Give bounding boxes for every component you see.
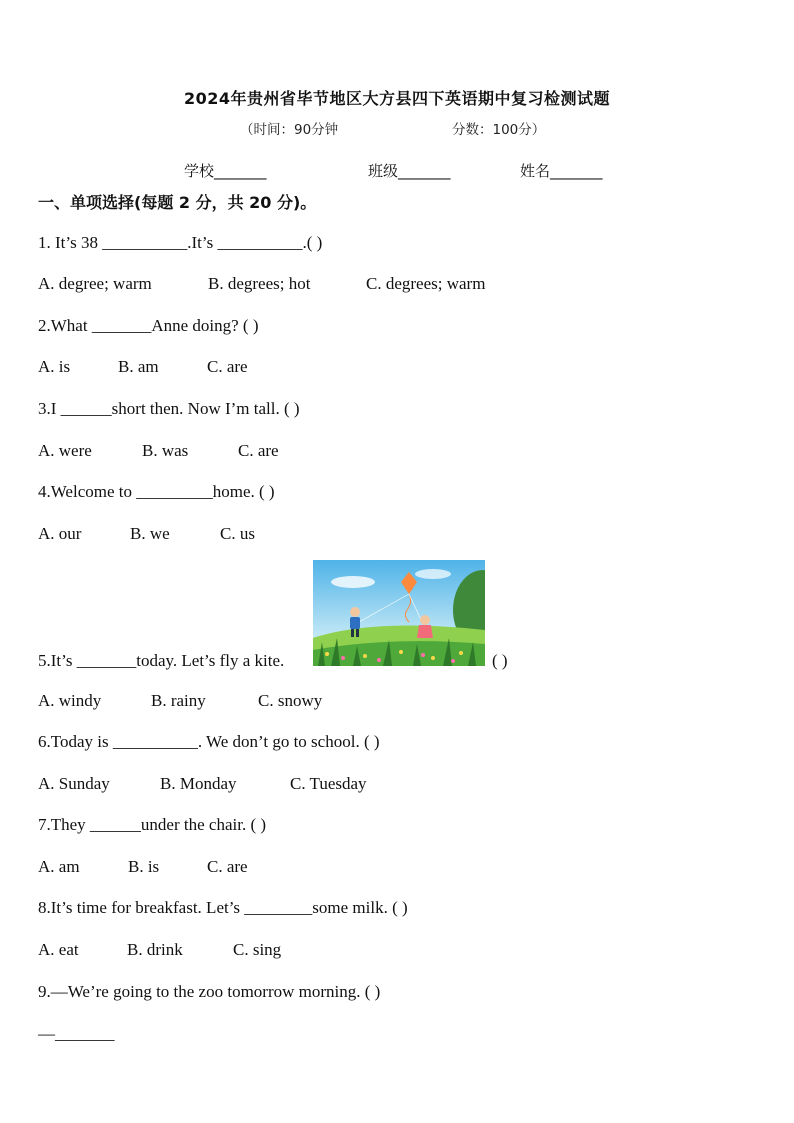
option-b: B. am [118, 357, 159, 376]
option-a: A. Sunday [38, 774, 110, 793]
question-stem: 5.It’s _______today. Let’s fly a kite. [38, 651, 285, 670]
option-b: B. degrees; hot [208, 274, 311, 293]
school-field: 学校_______ [184, 162, 267, 180]
option-c: C. are [207, 857, 248, 876]
option-c: C. are [207, 357, 248, 376]
question-stem: 3.I ______short then. Now I’m tall. ( ) [38, 399, 300, 418]
option-c: C. are [238, 441, 279, 460]
exam-score: 分数：100分） [452, 122, 546, 138]
option-a: A. windy [38, 691, 102, 710]
question-stem: 7.They ______under the chair. ( ) [38, 815, 267, 834]
option-b: B. drink [127, 940, 183, 959]
page-title: 2024年贵州省毕节地区大方县四下英语期中复习检测试题 [183, 89, 611, 108]
question-stem: 4.Welcome to _________home. ( ) [38, 482, 275, 501]
kite-children-illustration [313, 560, 485, 666]
question-stem: 9.—We’re going to the zoo tomorrow morning. ( ) [38, 982, 381, 1001]
option-c: C. degrees; warm [366, 274, 486, 293]
option-a: A. eat [38, 940, 79, 959]
option-b: B. is [128, 857, 160, 876]
option-b: B. we [130, 524, 170, 543]
option-a: A. were [38, 441, 92, 460]
option-b: B. Monday [160, 774, 237, 793]
name-field: 姓名_______ [520, 162, 603, 180]
class-field: 班级_______ [368, 162, 451, 180]
question-stem: 1. It’s 38 __________.It’s __________.( ) [38, 233, 323, 252]
question-stem: 6.Today is __________. We don’t go to school. ( ) [38, 732, 380, 751]
answer-bracket: ( ) [492, 651, 508, 670]
option-c: C. us [220, 524, 255, 543]
option-b: B. rainy [151, 691, 206, 710]
question-stem: 2.What _______Anne doing? ( ) [38, 316, 259, 335]
option-c: C. sing [233, 940, 282, 959]
answer-line: —_______ [38, 1024, 115, 1043]
option-c: C. Tuesday [290, 774, 367, 793]
option-a: A. is [38, 357, 71, 376]
option-a: A. our [38, 524, 82, 543]
option-c: C. snowy [258, 691, 323, 710]
option-b: B. was [142, 441, 189, 460]
exam-time: （时间：90分钟 [240, 122, 339, 138]
question-stem: 8.It’s time for breakfast. Let’s ________some milk. ( ) [38, 898, 408, 917]
option-a: A. am [38, 857, 80, 876]
section-heading: 一、单项选择(每题 2 分，共 20 分)。 [38, 193, 317, 212]
option-a: A. degree; warm [38, 274, 152, 293]
